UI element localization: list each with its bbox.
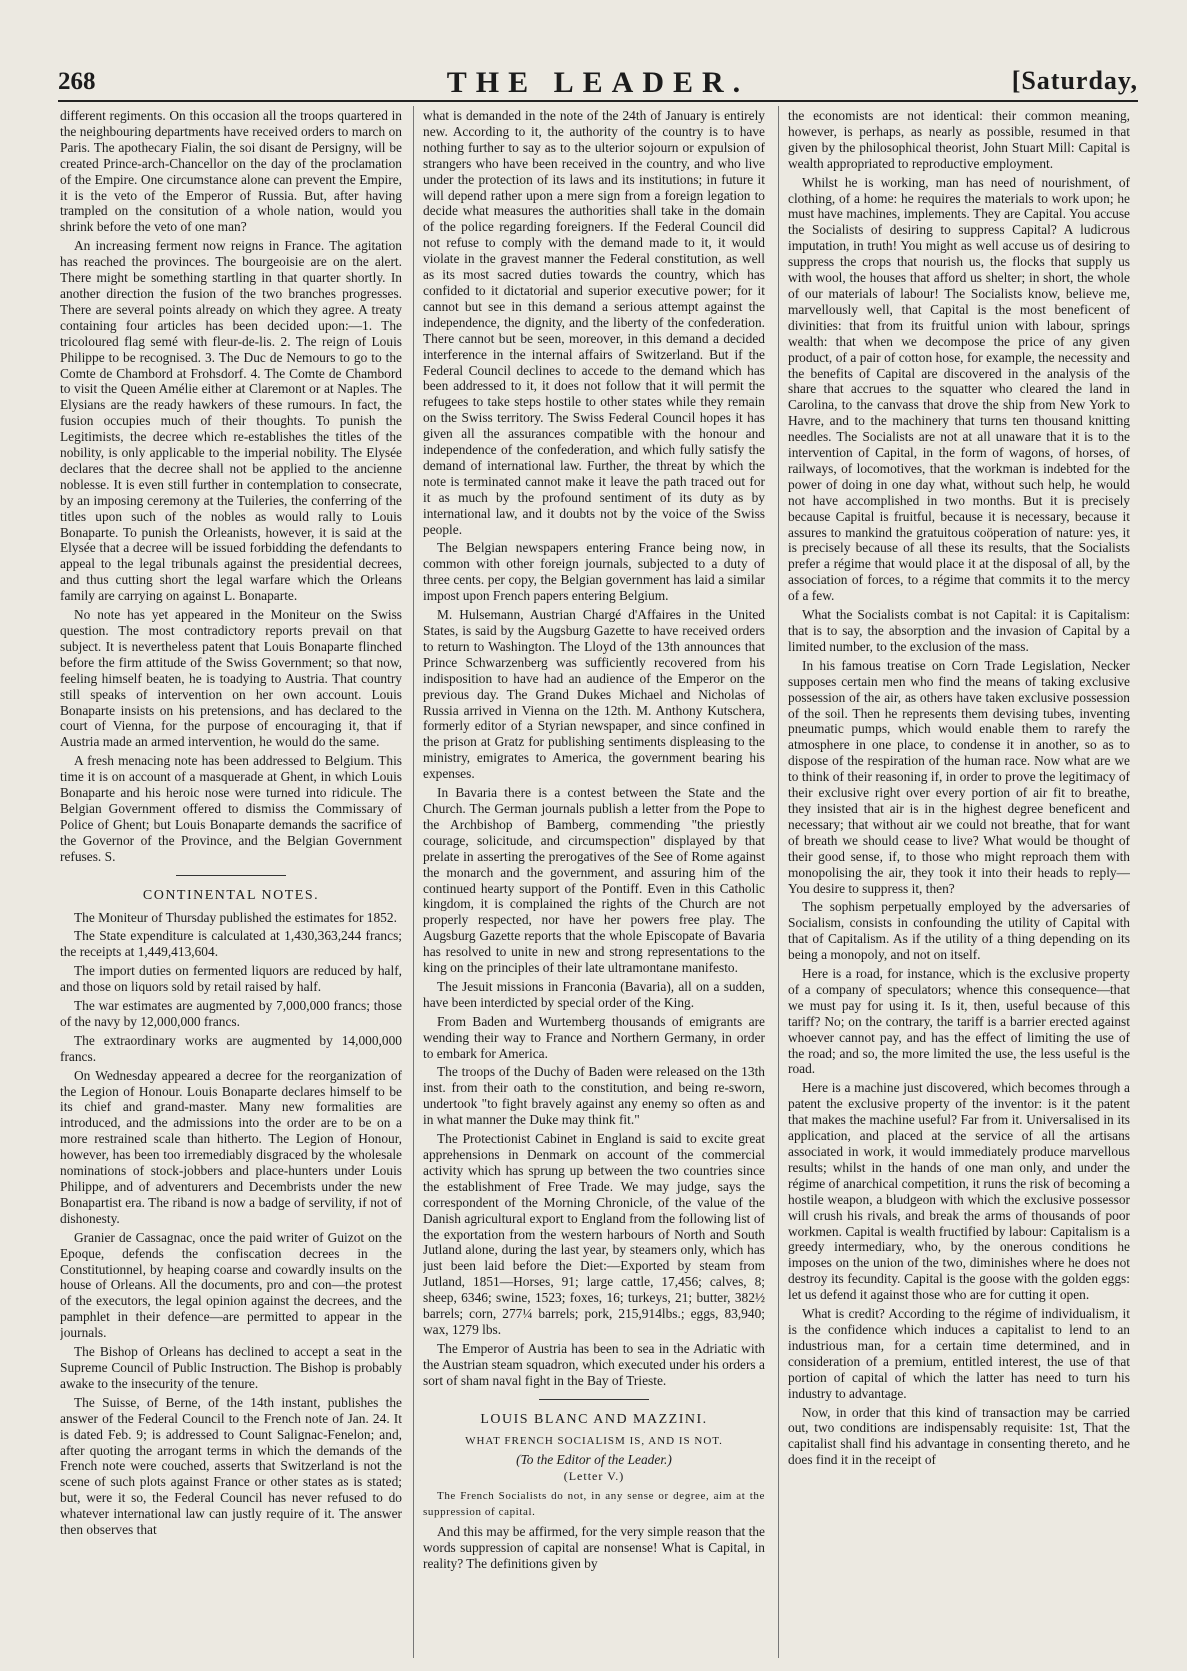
paragraph: The Protectionist Cabinet in England is said to excite great apprehensions in Denmark on account of the commercial activity which has sprung up between the two countries since the establishment of Free Trade. We may judge, says the correspondent of the Morning Chronicle, of the value of the Danish agricultural export to England from the following list of the exportation from the western harbours of North and South Jutland alone, during the last year, by steamers only, which has just been laid before the Diet:—Exported by steam from Jutland, 1851—Horses, 91; large cattle, 17,456; calves, 8; sheep, 6346; swine, 1523; foxes, 16; turkeys, 21; butter, 382½ barrels; corn, 277¼ barrels; pork, 215,914lbs.; eggs, 83,940; wax, 1279 lbs. [423,1131,765,1337]
paragraph: An increasing ferment now reigns in France. The agitation has reached the provinces. The bourgeoisie are on the alert. There might be something startling in that quarter shortly. In another direction the fusion of the two branches progresses. There are several points already on which they agree. A treaty containing four articles has been decided upon:—1. The tricoloured flag semé with fleur-de-lis. 2. The reign of Louis Philippe to be recognised. 3. The Duc de Nemours to go to the Comte de Chambord at Frohsdorf. 4. The Comte de Chambord to visit the Queen Amélie either at Claremont or at Naples. The Elysians are the ready hawkers of these rumours. In fact, the fusion occupies much of their thoughts. To punish the Legitimists, the decree which re-establishes the titles of the nobility, is only applicable to the imperial nobility. The Elysée declares that the decree shall not be applied to the ancienne noblesse. It is even still further in contemplation to consecrate, by an imposing ceremony at the Tuileries, the conferring of the titles upon such of the nobles as would rally to Louis Bonaparte. To punish the Orleanists, however, it is said at the Elysée that a decree will be issued forbidding the defendants to appeal to the legal tribunals against the presidential decrees, and thus cutting short the legal warfare which the Orleans family are carrying on against L. Bonaparte. [60,238,402,604]
note-paragraph: Granier de Cassagnac, once the paid writer of Guizot on the Epoque, defends the confiscation decrees in the Constitutionnel, by heaping coarse and cowardly insults on the house of Orleans. All the documents, pro and con—the protest of the executors, the legal opinion against the decrees, and the pamphlet in their defence—are permitted to appear in the journals. [60,1229,402,1341]
paragraph: Here is a machine just discovered, which becomes through a patent the exclusive property of the inventor: is it the patent that makes the machine useful? Far from it. Universalised in its application, and placed at the service of all the artisans associated in work, it would immediately produce marvellous results; whilst in the hands of one man only, and under the régime of anarchical competition, it runs the risk of becoming a hostile weapon, a bludgeon with which the exclusive possessor will crush his rivals, and break the arms of thousands of poor workmen. Capital is wealth fructified by labour: Capitalism is a greedy intermediary, who, by the onerous conditions he imposes on the union of the two, diminishes where he does not destroy its fecundity. Capital is the goose with the golden eggs: let us defend it against those who are for cutting it open. [788,1080,1130,1303]
page-number: 268 [58,68,96,95]
page-header [58,66,1138,102]
masthead-day: [Saturday, [1011,66,1138,95]
note-paragraph: The Bishop of Orleans has declined to accept a seat in the Supreme Council of Public Instruction. The Bishop is probably awake to the insecurity of the tenure. [60,1344,402,1391]
article-addressee: (To the Editor of the Leader.) [516,1452,672,1468]
column-1 [60,108,402,1656]
note-paragraph: The Suisse, of Berne, of the 14th instant, publishes the answer of the Federal Council to the French note of Jan. 24. It is dated Feb. 9; is addressed to Count Salignac-Fenelon; and, after quoting the arrogant terms in which the demands of the French note were couched, asserts that Switzerland is not the scene of such plots against France or other states as is stated; but, were it so, the Federal Council has never refused to do whatever international law can justly require of it. The answer then observes that [60,1394,402,1538]
letter-number: (Letter V.) [563,1469,625,1484]
masthead-title: THE LEADER. [446,66,750,99]
paragraph: Here is a road, for instance, which is the exclusive property of a company of speculators; whence this consequence—that we must pay for using it. Is it, then, useful because of this tariff? No; on the contrary, the tariff is a barrier erected against whoever cannot pay, and has the effect of limiting the use of the road; and so, the more limited the use, the less useful is the road. [788,966,1130,1077]
paragraph: And this may be affirmed, for the very simple reason that the words suppression of capital are nonsense! What is Capital, in reality? The definitions given by [423,1524,765,1571]
paragraph: Whilst he is working, man has need of nourishment, of clothing, of a home: he requires the materials to work upon; he must have machines, implements. They are Capital. You accuse the Socialists of desiring to suppress Capital? A ludicrous imputation, in truth! You might as well accuse us of desiring to suppress the crops that nourish us, the flocks that supply us with wool, the houses that afford us shelter; in short, the whole of our materials of labour! The Socialists know, believe me, marvellously well, that Capital is the most beneficent of divinities: that from its fruitful union with labour, springs wealth: that when we decompose the price of any given product, of a pair of cotton hose, for example, the necessity and the benefits of Capital are discovered in the analysis of the share that accrues to the squatter who cleared the land in Carolina, to the canvass that drove the ship from New York to Havre, and to the machinery that turns ten thousand knitting needles. The Socialists are not at all unaware that it is to the intervention of Capital, in the form of wagons, of horses, of railways, of locomotives, that the workman is indebted for the power of doing in one day what, without such help, he would not have accomplished in two months. But it is precisely because Capital is fruitful, because it is necessary, because it assures to mankind the gratuitous coöperation of nature: yes, it is precisely because of all these its results, that the Socialists prefer a régime that would place it at the disposal of all, by the association of forces, to a régime that commits it to the mercy of a few. [788,174,1130,604]
section-divider [176,875,286,876]
paragraph: the economists are not identical: their common meaning, however, is perhaps, as nearly as possible, resumed in that given by the philosophical theorist, John Stuart Mill: Capital is wealth appropriated to reproductive employment. [788,108,1130,171]
paragraph: No note has yet appeared in the Moniteur on the Swiss question. The most contradictory reports prevail on that subject. It is nevertheless patent that Louis Bonaparte flinched before the firm attitude of the Swiss Government; so that now, feeling himself beaten, he is toadying to Austria. That country still speaks of intervention on her own account. Louis Bonaparte insists on his pretensions, and has declared to the court of Vienna, for the purpose of encouraging it, that if Austria made an armed intervention, he would do the same. [60,607,402,750]
paragraph: What is credit? According to the régime of individualism, it is the confidence which induces a capitalist to lend to an industrious man, for a certain time determined, and in consideration of a premium, entitled interest, the use of that portion of capital of which the latter has need to turn his industry to advantage. [788,1306,1130,1401]
column-divider [778,106,779,1658]
column-divider [413,106,414,1658]
note-paragraph: The extraordinary works are augmented by 14,000,000 francs. [60,1032,402,1064]
header-rule [58,100,1138,102]
paragraph: what is demanded in the note of the 24th of January is entirely new. According to it, the authority of the country is to have nothing further to say as to the ulterior sojourn or expulsion of strangers who have been received in the country, and who live under the protection of its laws and its institutions; in future it will depend rather upon a mere sign from a foreign legation to decide what measures the authorities shall take in the domain of the police regarding foreigners. If the Federal Council did not refuse to comply with the demand made to it, it would violate in the gravest manner the Federal constitution, as well as its most sacred duties towards the country, which has confided to it dictatorial and superior executive power; for it cannot but see in this demand a serious attempt against the independence, the dignity, and the liberty of the confederation. There cannot but be seen, moreover, in this demand a decided interference in the internal affairs of Switzerland. But if the Federal Council declines to accede to the demand which has been addressed to it, it does not follow that it will permit the refugees to take steps hostile to other states while they remain on the Swiss territory. The Swiss Federal Council hopes it has given all the assurances compatible with the honour and independence of the confederation, and which fully satisfy the demand of international law. Further, the threat by which the note is terminated cannot make it leave the path traced out for it as much by the profound sentiment of its duty as by international law, and it doubts not by the voice of the Swiss people. [423,108,765,537]
section-heading: CONTINENTAL NOTES. [142,887,320,903]
note-paragraph: The State expenditure is calculated at 1,430,363,244 francs; the receipts at 1,449,413,604. [60,928,402,960]
article-lead: The French Socialists do not, in any sense or degree, aim at the suppression of capital. [423,1490,765,1519]
paragraph: In Bavaria there is a contest between the State and the Church. The German journals publish a letter from the Pope to the Archbishop of Bamberg, commending "the priestly courage, solicitude, and circumspection" displayed by that prelate in asserting the prerogatives of the See of Rome against the monarch and the government, and assuring him of the continued hearty support of the Pontiff. Even in this Catholic kingdom, it is complained the rights of the Church are not properly respected, nor have her powers free play. The Augsburg Gazette reports that the whole Episcopate of Bavaria has resolved to unite in new and strong representations to the king on the principles of their late ultramontane manifesto. [423,785,765,976]
paragraph: M. Hulsemann, Austrian Chargé d'Affaires in the United States, is said by the Augsburg Gazette to have received orders to return to Washington. The Lloyd of the 13th announces that Prince Schwarzenberg was sufficiently recovered from his indisposition to have had an audience of the Emperor on the previous day. The Grand Dukes Michael and Nicholas of Russia arrived in Vienna on the 12th. M. Anthony Kutschera, formerly editor of a Styrian newspaper, and since confined in the prison at Gratz for publishing sentiments displeasing to the ministry, emigrates to America, the government bearing his expenses. [423,607,765,782]
paragraph: The Emperor of Austria has been to sea in the Adriatic with the Austrian steam squadron, which executed under his orders a sort of sham naval fight in the Bay of Trieste. [423,1340,765,1388]
paragraph: From Baden and Wurtemberg thousands of emigrants are wending their way to France and Northern Germany, in order to embark for America. [423,1013,765,1061]
paragraph: The Jesuit missions in Franconia (Bavaria), all on a sudden, have been interdicted by special order of the King. [423,978,765,1010]
paragraph: In his famous treatise on Corn Trade Legislation, Necker supposes certain men who find the means of taking exclusive possession of the air, as others have taken exclusive possession of the soil. Then he represents them devising tubes, inventing pneumatic pumps, which would enable them to rarefy the atmosphere in one place, to condense it in another, so as to dispose of the respiration of the human race. Now what are we to think of their reasoning if, in order to prove the legitimacy of their exclusive right over every portion of air fit to breathe, they insisted that air is in the highest degree beneficent and necessary; that without air we could not breathe, that for want of breath we should cease to live? What would be thought of their good sense, if, to those who might reproach them with monopolising the air, they took it into their heads to reply—You desire to suppress it, then? [788,657,1130,896]
article-title: LOUIS BLANC AND MAZZINI. [480,1411,708,1427]
paragraph: A fresh menacing note has been addressed to Belgium. This time it is on account of a masquerade at Ghent, in which Louis Bonaparte and his heroic nose were turned into ridicule. The Belgian Government offered to dismiss the Commissary of Police of Ghent; but Louis Bonaparte demands the sacrifice of the Governor of the Province, and the Belgian Government refuses. S. [60,753,402,864]
note-paragraph: The Moniteur of Thursday published the estimates for 1852. [74,909,397,925]
paragraph: The sophism perpetually employed by the adversaries of Socialism, consists in confounding the utility of Capital with that of Capitalism. As if the utility of a thing depending on its being a monopoly, and not on itself. [788,899,1130,963]
note-paragraph: The war estimates are augmented by 7,000,000 francs; those of the navy by 12,000,000 francs. [60,998,402,1029]
paragraph: The Belgian newspapers entering France being now, in common with other foreign journals, subjected to a duty of three cents. per copy, the Belgian government has laid a similar impost upon French papers entering Belgium. [423,540,765,604]
column-2 [423,108,765,1656]
paragraph: What the Socialists combat is not Capital: it is Capitalism: that is to say, the absorption and the invasion of Capital by a limited number, to the exclusion of the mass. [788,607,1130,654]
section-divider [539,1399,649,1400]
column-3 [788,108,1130,1656]
paragraph: Now, in order that this kind of transaction may be carried out, two conditions are indispensably requisite: 1st, That the capitalist shall find his advantage in consenting thereto, and he does find it in the receipt of [788,1404,1130,1468]
paragraph: The troops of the Duchy of Baden were released on the 13th inst. from their oath to the constitution, and being re-sworn, undertook "to fight bravely against any enemy so often as and in what manner the Duke may think fit." [423,1064,765,1128]
note-paragraph: The import duties on fermented liquors are reduced by half, and those on liquors sold by retail raised by half. [60,963,402,995]
paragraph: different regiments. On this occasion all the troops quartered in the neighbouring departments have received orders to march on Paris. The apothecary Fialin, the soi disant de Persigny, will be created Prince-arch-Chancellor on the day of the proclamation of the Empire. One circumstance alone can prevent the Empire, it is the veto of the Emperor of Russia. But, after having trampled on the consitution of a whole nation, would you shrink before the veto of one man? [60,108,402,235]
article-subtitle: WHAT FRENCH SOCIALISM IS, AND IS NOT. [465,1434,723,1447]
note-paragraph: On Wednesday appeared a decree for the reorganization of the Legion of Honour. Louis Bonaparte declares himself to be its chief and grand-master. Many new formalities are introduced, and the admissions into the order are to be on a more restrained scale than hitherto. The Legion of Honour, however, has been too irremediably disgraced by the wholesale nominations of stock-jobbers and place-hunters under Louis Philippe, and of adventurers and Decembrists under the new Bonapartist era. The riband is now a badge of servility, if not of dishonesty. [60,1067,402,1226]
